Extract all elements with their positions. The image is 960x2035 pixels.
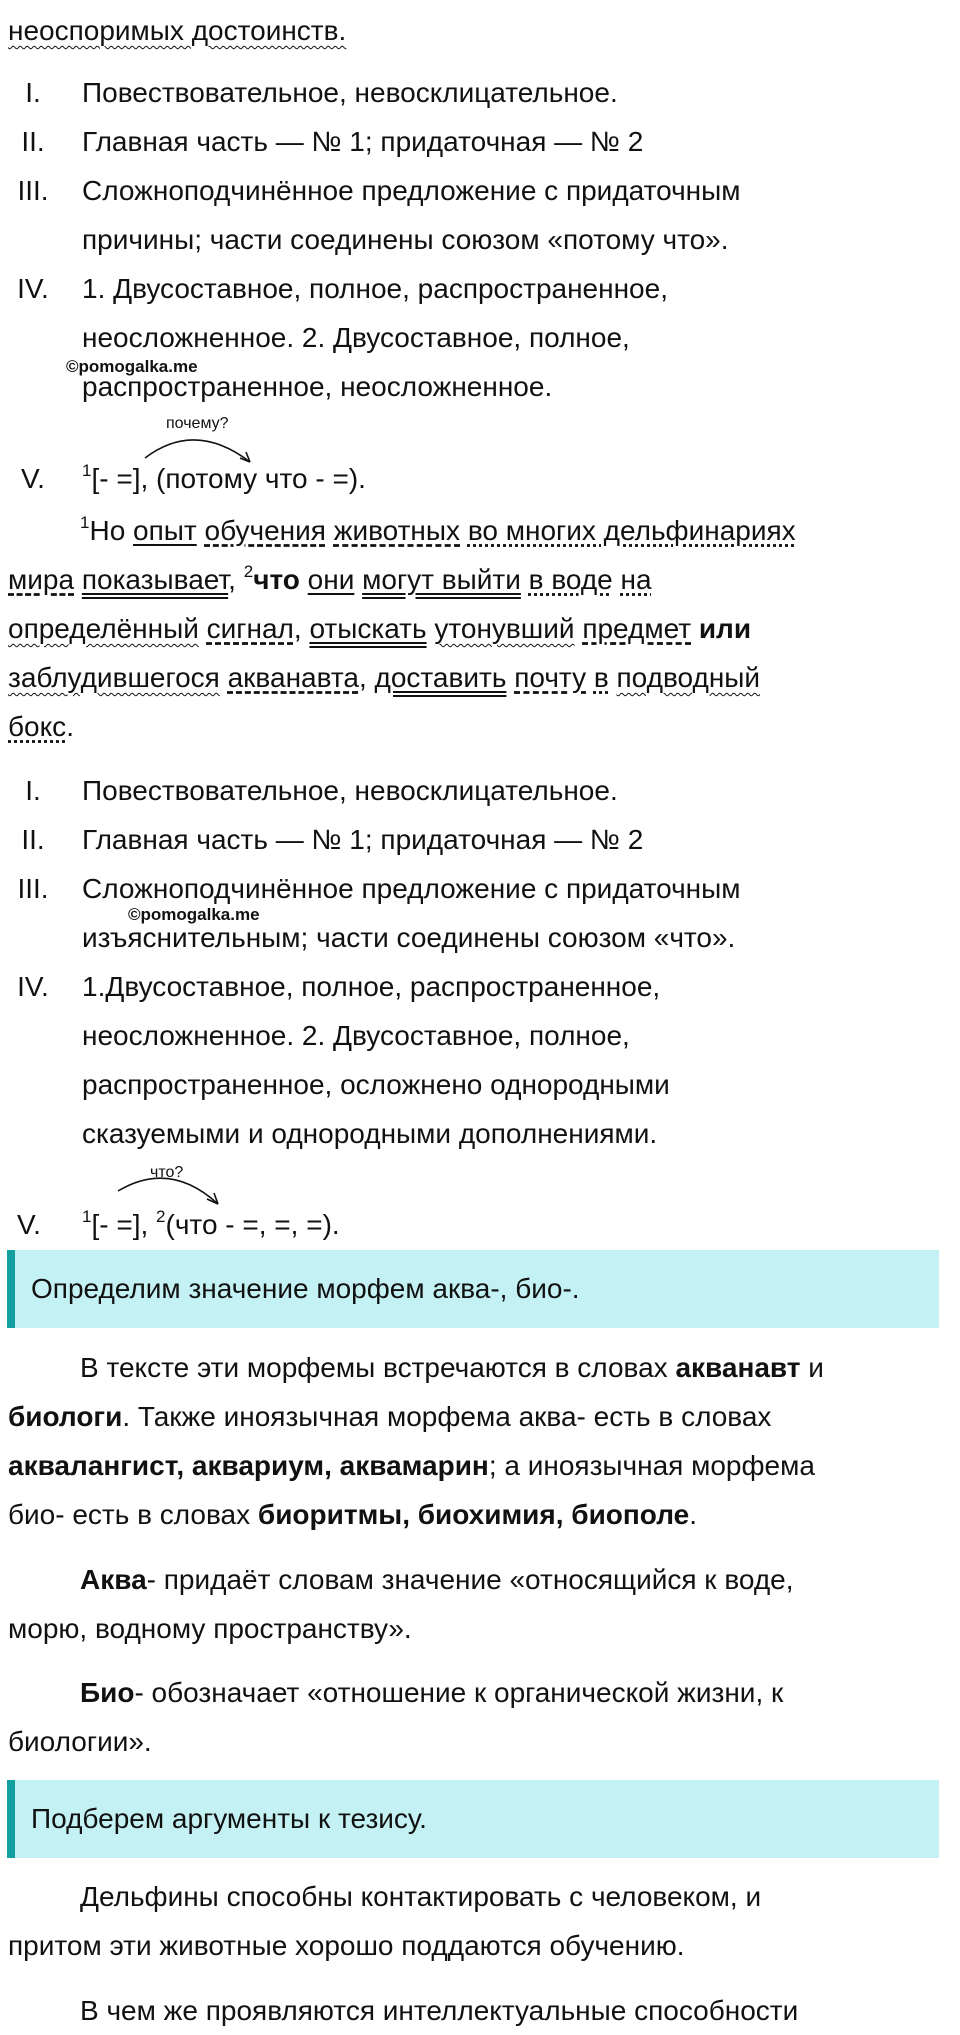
- item-text: причины; части соединены союзом «потому что».: [82, 224, 729, 255]
- word: определённый: [8, 613, 199, 644]
- part-index: 2: [243, 562, 254, 581]
- word: доставить: [374, 662, 507, 693]
- paragraph-line: [8, 1441, 953, 1490]
- item-text: 1.Двусоставное, полное, распространенное,: [82, 971, 661, 1002]
- text-fragment: ; а иноязычная морфема: [488, 1450, 815, 1481]
- paragraph-line: [8, 1490, 953, 1539]
- text-fragment: В чем же проявляются интеллектуальные способности: [80, 1995, 799, 2026]
- item-number: III.: [17, 175, 49, 206]
- item-text: Главная часть — № 1; придаточная — № 2: [82, 126, 644, 157]
- word: заблудившегося: [8, 662, 220, 693]
- paragraph-line: [80, 1872, 960, 1921]
- word: утонувший: [434, 613, 575, 644]
- text-fragment: и: [808, 1352, 824, 1383]
- watermark: ©pomogalka.me: [128, 905, 260, 924]
- section-heading-callout: [7, 1780, 939, 1858]
- text-fragment: морю, водному пространству».: [8, 1613, 412, 1644]
- word: отыскать: [309, 613, 427, 644]
- item-text: Повествовательное, невосклицательное.: [82, 775, 618, 806]
- word: Но: [89, 515, 126, 546]
- word: или: [698, 613, 752, 644]
- text-fragment: . Также иноязычная морфема аква- есть в словах: [122, 1401, 772, 1432]
- word: животных: [333, 515, 461, 546]
- section-heading-callout: [7, 1250, 939, 1328]
- item-number: II.: [21, 824, 45, 855]
- word: обучения: [204, 515, 326, 546]
- word: во многих дельфинариях: [467, 515, 796, 546]
- item-text: неосложненное. 2. Двусоставное, полное,: [82, 322, 630, 353]
- text-fragment: - обозначает «отношение к органической жизни, к: [134, 1677, 784, 1708]
- sentence-line: заблудившегося акванавта, доставить почту в подводный: [8, 662, 761, 693]
- word: в воде: [528, 564, 613, 595]
- text-fragment: В тексте эти морфемы встречаются в словах: [80, 1352, 668, 1383]
- word: сигнал: [206, 613, 294, 644]
- word: в: [593, 662, 609, 693]
- text-fragment: Дельфины способны контактировать с человеком, и: [80, 1881, 762, 1912]
- word: акванавта: [227, 662, 359, 693]
- item-number: II.: [21, 126, 45, 157]
- paragraph-line: [8, 1921, 953, 1970]
- item-text: распространенное, неосложненное.: [82, 371, 553, 402]
- paragraph-line: [8, 1392, 953, 1441]
- item-number: IV.: [17, 971, 49, 1002]
- part-index: 1: [82, 1207, 92, 1226]
- schema-formula: [82, 1200, 340, 1249]
- bold-term: биоритмы, биохимия, биополе: [257, 1499, 690, 1530]
- item-text: неосложненное. 2. Двусоставное, полное,: [82, 1020, 630, 1051]
- text-fragment: неоспоримых достоинств.: [8, 15, 347, 46]
- sentence-line: определённый сигнал, отыскать утонувший предмет или: [8, 613, 752, 644]
- text-fragment: биологии».: [8, 1726, 152, 1757]
- text-fragment: био- есть в словах: [8, 1499, 251, 1530]
- word: на: [620, 564, 652, 595]
- paragraph-line: [80, 1555, 960, 1604]
- item-text: Главная часть — № 1; придаточная — № 2: [82, 824, 644, 855]
- word: предмет: [582, 613, 692, 644]
- sentence-line: бокс.: [8, 711, 74, 742]
- bold-term: Аква: [80, 1564, 147, 1595]
- part-index: 1: [82, 461, 92, 480]
- paragraph-line: [8, 1604, 953, 1653]
- item-number: V.: [21, 463, 45, 494]
- item-number: I.: [25, 77, 41, 108]
- schema-question-label: что?: [150, 1164, 184, 1181]
- schema-text: (что - =, =, =).: [165, 1209, 340, 1240]
- sentence-line: мира показывает, $^2$что они могут выйти в воде на: [8, 562, 652, 595]
- item-number: V.: [17, 1209, 41, 1240]
- part-index: 2: [156, 1207, 166, 1226]
- callout-text: Определим значение морфем аква-, био-.: [31, 1273, 580, 1304]
- bold-term: акванавт: [675, 1352, 801, 1383]
- bold-term: аквалангист, аквариум, аквамарин: [8, 1450, 489, 1481]
- bold-term: Био: [80, 1677, 135, 1708]
- word: мира: [8, 564, 75, 595]
- schema-formula: [82, 454, 366, 503]
- paragraph-line: [80, 1343, 960, 1392]
- word: почту: [514, 662, 587, 693]
- item-text: изъяснительным; части соединены союзом «что».: [82, 922, 736, 953]
- word: что: [253, 564, 300, 595]
- paragraph-line: [8, 1717, 953, 1766]
- word: подводный: [616, 662, 761, 693]
- text-fragment: .: [689, 1499, 697, 1530]
- item-number: IV.: [17, 273, 49, 304]
- item-text: Повествовательное, невосклицательное.: [82, 77, 618, 108]
- item-text: Сложноподчинённое предложение с придаточным: [82, 873, 741, 904]
- word: опыт: [133, 515, 197, 546]
- schema-text: [- =],: [91, 1209, 149, 1240]
- callout-text: Подберем аргументы к тезису.: [31, 1803, 427, 1834]
- text-fragment: притом эти животные хорошо поддаются обучению.: [8, 1930, 685, 1961]
- bold-term: биологи: [8, 1401, 123, 1432]
- word: показывает: [81, 564, 229, 595]
- item-text: распространенное, осложнено однородными: [82, 1069, 670, 1100]
- watermark: ©pomogalka.me: [66, 357, 198, 376]
- item-number: I.: [25, 775, 41, 806]
- sentence-line: [80, 506, 796, 555]
- word: бокс: [8, 711, 67, 742]
- item-text: 1. Двусоставное, полное, распространенное,: [82, 273, 668, 304]
- item-text: сказуемыми и однородными дополнениями.: [82, 1118, 658, 1149]
- part-index: 1: [80, 513, 90, 532]
- word: они: [307, 564, 355, 595]
- item-number: III.: [17, 873, 49, 904]
- paragraph-line: [80, 1668, 960, 1717]
- text-fragment: - придаёт словам значение «относящийся к воде,: [146, 1564, 794, 1595]
- schema-question-label: почему?: [166, 415, 229, 432]
- schema-text: [- =], (потому что - =).: [91, 463, 366, 494]
- word: могут выйти: [362, 564, 521, 595]
- item-text: Сложноподчинённое предложение с придаточным: [82, 175, 741, 206]
